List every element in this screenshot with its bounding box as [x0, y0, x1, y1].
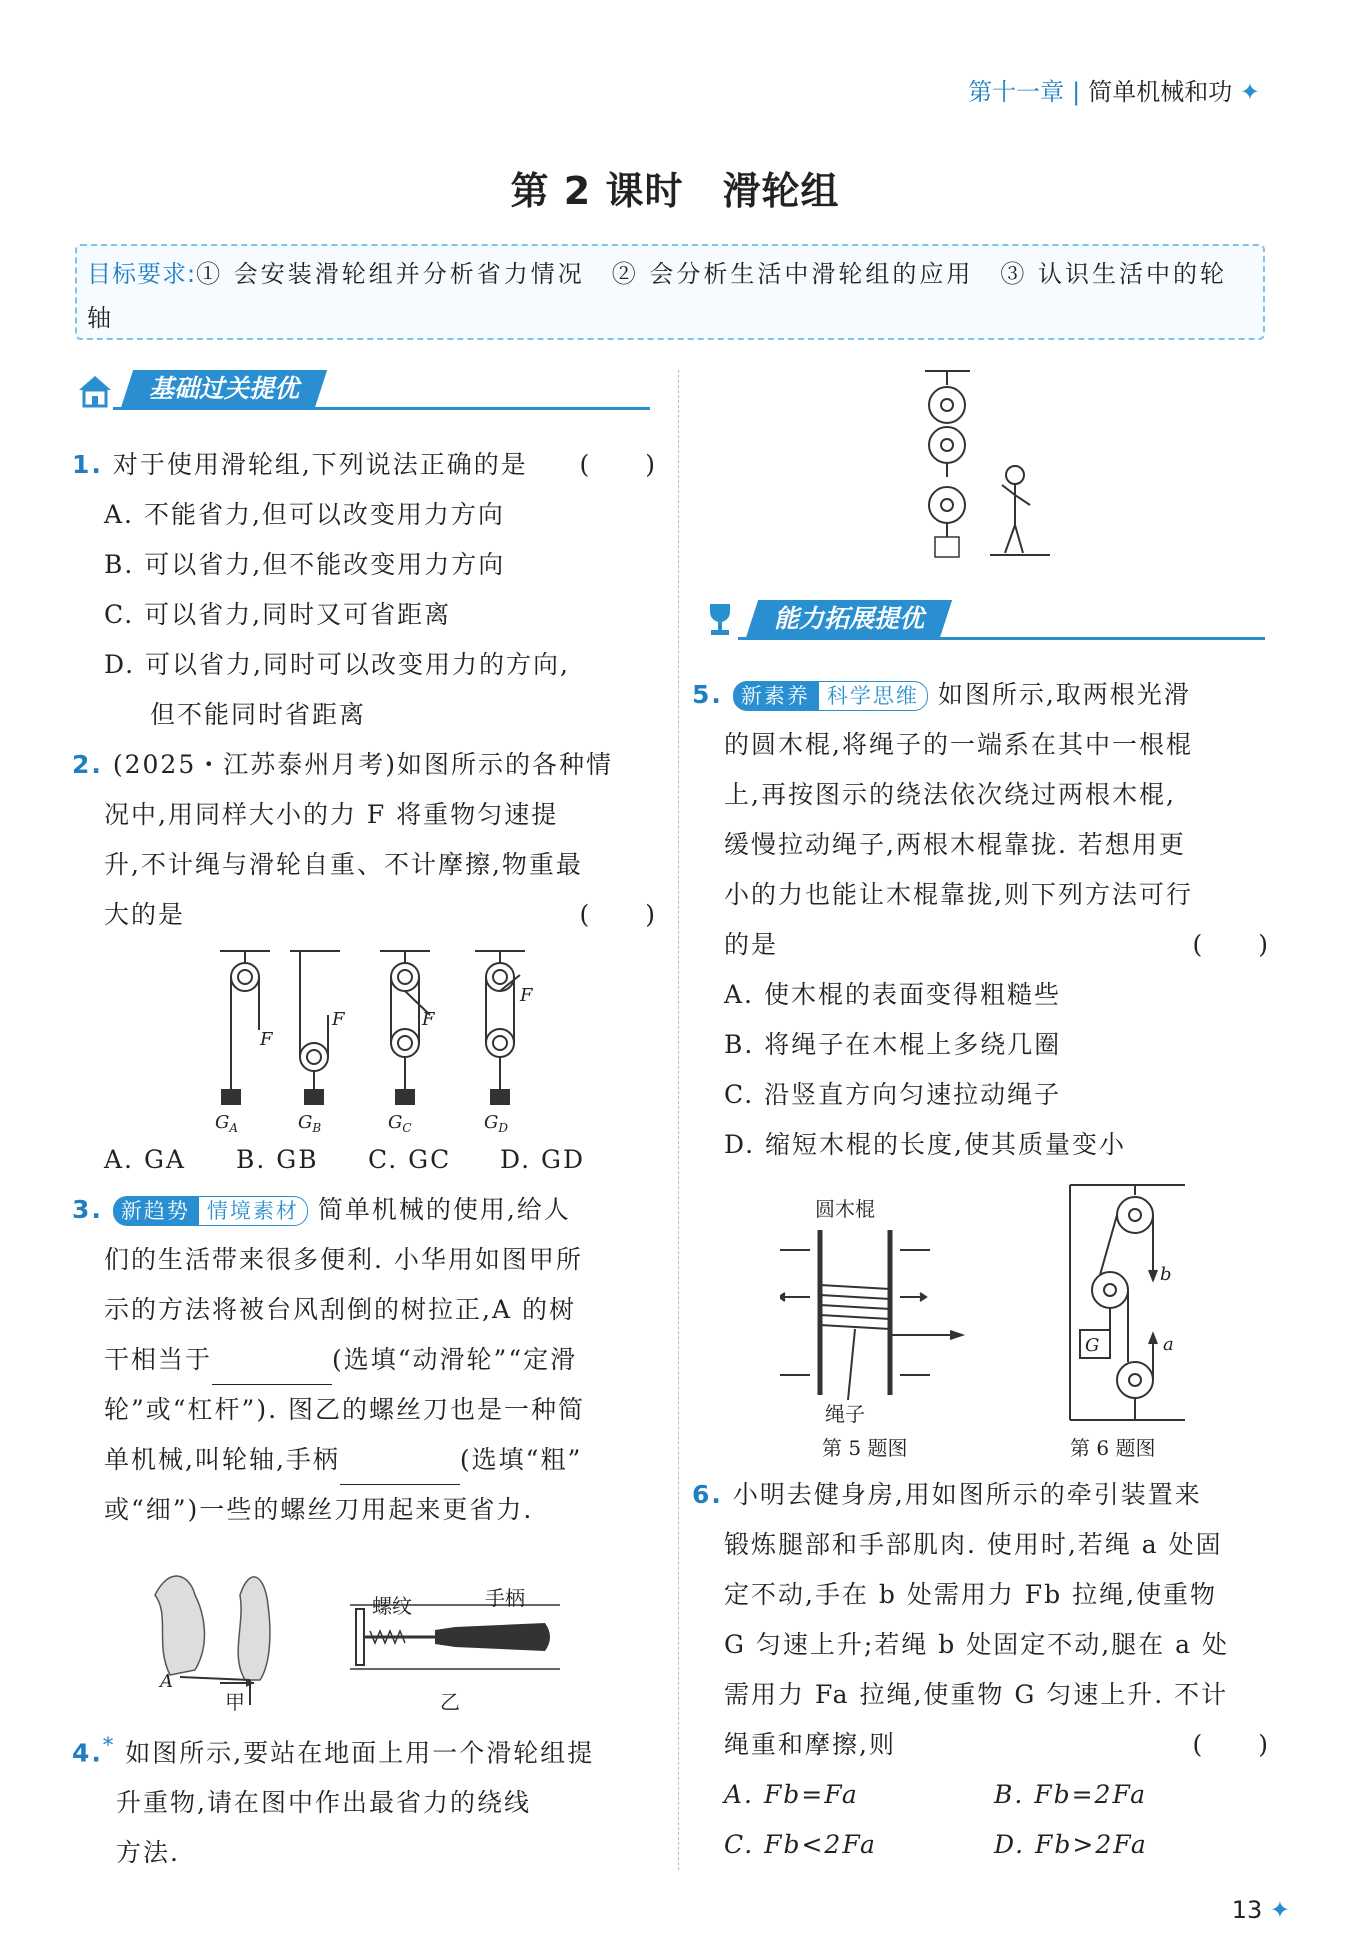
- q5-answer-paren: ( ): [1192, 930, 1270, 959]
- q5-caption: 第 5 题图: [822, 1436, 908, 1460]
- q6-answer-paren: ( ): [1192, 1730, 1270, 1759]
- sparkle-icon: ✦: [1262, 1896, 1290, 1924]
- q6-line4: G 匀速上升;若绳 b 处固定不动,腿在 a 处: [724, 1630, 1229, 1659]
- q6-label-a: a: [1163, 1334, 1174, 1355]
- q3-tag-context: 情境素材: [198, 1196, 308, 1226]
- q1-stem: 对于使用滑轮组,下列说法正确的是: [112, 450, 528, 479]
- q3-blank-1[interactable]: [212, 1354, 332, 1385]
- q2-option-b: B. GB: [236, 1145, 319, 1174]
- q6-number: 6.: [692, 1480, 723, 1509]
- q5-option-b: B. 将绳子在木棍上多绕几圈: [724, 1030, 1062, 1059]
- q2-stem-line2: 况中,用同样大小的力 F 将重物匀速提: [104, 800, 559, 829]
- q3-line6a: 单机械,叫轮轴,手柄: [104, 1445, 340, 1474]
- q3-caption-yi: 乙: [440, 1690, 460, 1714]
- section-banner-ability: [700, 600, 1265, 644]
- q6-option-a: A. Fb=Fa: [724, 1780, 859, 1809]
- column-divider: [678, 370, 679, 1870]
- q2-stem-line4: 大的是: [104, 900, 186, 929]
- q5-line1: 如图所示,取两根光滑: [937, 680, 1191, 709]
- q3-figure-jia: [150, 1555, 295, 1715]
- label-ga: $G_A$: [215, 1112, 239, 1135]
- q5-number: 5.: [692, 680, 723, 709]
- q1-number: 1.: [72, 450, 103, 479]
- goal-text: ① 会安装滑轮组并分析省力情况 ② 会分析生活中滑轮组的应用 ③ 认识生活中的轮轴: [87, 260, 1227, 332]
- q2-stem-line3: 升,不计绳与滑轮自重、不计摩擦,物重最: [104, 850, 583, 879]
- q2-option-a: A. GA: [104, 1145, 186, 1174]
- q5-label-rod: 圆木棍: [815, 1197, 875, 1221]
- q1-option-a: A. 不能省力,但可以改变用力方向: [104, 500, 505, 529]
- q5-option-c: C. 沿竖直方向匀速拉动绳子: [724, 1080, 1062, 1109]
- q4-figure: [910, 365, 1090, 565]
- page-number: [1232, 1896, 1290, 1924]
- q3-label-a: A: [160, 1671, 173, 1692]
- q6-option-d: D. Fb>2Fa: [994, 1830, 1148, 1859]
- section-banner-basic: [75, 370, 650, 414]
- question-1: [72, 440, 657, 740]
- q4-line3: 方法.: [116, 1838, 180, 1868]
- svg-text:F: F: [260, 1029, 273, 1050]
- subject-label: 简单机械和功: [1088, 78, 1233, 106]
- q6-line3: 定不动,手在 b 处需用力 Fb 拉绳,使重物: [724, 1580, 1218, 1609]
- label-gd: $G_D$: [484, 1112, 509, 1135]
- q3-label-thread: 螺纹: [372, 1594, 412, 1618]
- q4-number: 4.: [72, 1738, 103, 1768]
- q3-line7: 或“细”)一些的螺丝刀用起来更省力.: [104, 1495, 534, 1524]
- q5-line3: 上,再按图示的绕法依次绕过两根木棍,: [724, 780, 1176, 809]
- q1-option-c: C. 可以省力,同时又可省距离: [104, 600, 452, 629]
- q3-tag-trend: 新趋势: [113, 1196, 198, 1226]
- question-6: [692, 1470, 1270, 1870]
- q2-option-d: D. GD: [500, 1145, 586, 1174]
- q3-line5: 轮”或“杠杆”). 图乙的螺丝刀也是一种简: [104, 1395, 585, 1424]
- q3-line2: 们的生活带来很多便利. 小华用如图甲所: [104, 1245, 583, 1274]
- q5-line6: 的是: [724, 930, 779, 959]
- sparkle-icon: ✦: [1232, 78, 1260, 106]
- q5-rods-figure: [780, 1225, 980, 1400]
- label-gc: $G_C$: [388, 1112, 412, 1135]
- chapter-label: 第十一章: [968, 78, 1065, 106]
- question-3: [72, 1185, 657, 1535]
- goal-label: 目标要求:: [87, 260, 197, 288]
- q2-option-c: C. GC: [368, 1145, 452, 1174]
- svg-text:F: F: [332, 1009, 345, 1030]
- q1-option-d: D. 可以省力,同时可以改变用力的方向,: [104, 650, 570, 679]
- q6-line6: 绳重和摩擦,则: [724, 1730, 896, 1759]
- page-title: 第 2 课时 滑轮组: [510, 169, 840, 213]
- trophy-icon: [700, 600, 740, 640]
- label-gb: $G_B$: [298, 1112, 322, 1135]
- chapter-header: 第十一章 | 简单机械和功 ✦: [968, 78, 1260, 106]
- q4-line1: 如图所示,要站在地面上用一个滑轮组提: [125, 1738, 595, 1768]
- q6-line5: 需用力 Fa 拉绳,使重物 G 匀速上升. 不计: [724, 1680, 1229, 1709]
- q6-option-c: C. Fb<2Fa: [724, 1830, 877, 1859]
- q2-number: 2.: [72, 750, 103, 779]
- q6-caption: 第 6 题图: [1070, 1436, 1156, 1460]
- q2-options: [104, 1135, 664, 1185]
- question-5: [692, 670, 1270, 1170]
- q6-pulley-figure: [1060, 1180, 1190, 1425]
- question-2: [72, 740, 657, 940]
- q3-blank-2[interactable]: [340, 1454, 460, 1485]
- q4-line2: 升重物,请在图中作出最省力的绕线: [116, 1788, 531, 1818]
- house-icon: [75, 370, 115, 410]
- section-title-ability: 能力拓展提优: [774, 604, 925, 633]
- q3-line4a: 干相当于: [104, 1345, 213, 1374]
- question-4: [72, 1720, 657, 1878]
- svg-text:F: F: [422, 1009, 435, 1030]
- q5-tag-thinking: 科学思维: [818, 681, 928, 711]
- q6-line1: 小明去健身房,用如图所示的牵引装置来: [732, 1480, 1202, 1509]
- q3-number: 3.: [72, 1195, 103, 1224]
- q4-star: *: [102, 1733, 116, 1757]
- q6-line2: 锻炼腿部和手部肌肉. 使用时,若绳 a 处固: [724, 1530, 1223, 1559]
- q2-stem-line1: (2025・江苏泰州月考)如图所示的各种情: [112, 750, 613, 779]
- q5-option-d: D. 缩短木棍的长度,使其质量变小: [724, 1130, 1126, 1159]
- page-number-text: 13: [1231, 1896, 1263, 1924]
- q3-line6b: (选填“粗”: [459, 1445, 583, 1474]
- q6-label-b: b: [1160, 1264, 1172, 1285]
- q5-tag-literacy: 新素养: [733, 681, 818, 711]
- q5-line4: 缓慢拉动绳子,两根木棍靠拢. 若想用更: [724, 830, 1186, 859]
- q1-option-d-cont: 但不能同时省距离: [150, 700, 367, 729]
- q5-line2: 的圆木棍,将绳子的一端系在其中一根棍: [724, 730, 1193, 759]
- q5-option-a: A. 使木棍的表面变得粗糙些: [724, 980, 1061, 1009]
- section-title-basic: 基础过关提优: [149, 374, 300, 403]
- q3-line3: 示的方法将被台风刮倒的树拉正,A 的树: [104, 1295, 576, 1324]
- goal-box: [75, 244, 1265, 340]
- q3-line4b: (选填“动滑轮”“定滑: [332, 1345, 578, 1374]
- q6-label-g: G: [1085, 1335, 1100, 1356]
- q1-option-b: B. 可以省力,但不能改变用力方向: [104, 550, 506, 579]
- q3-caption-jia: 甲: [225, 1690, 245, 1714]
- q5-line5: 小的力也能让木棍靠拢,则下列方法可行: [724, 880, 1193, 909]
- svg-text:F: F: [520, 985, 533, 1006]
- q3-line1: 简单机械的使用,给人: [317, 1195, 571, 1224]
- q1-answer-paren: ( ): [579, 450, 657, 479]
- q6-option-b: B. Fb=2Fa: [994, 1780, 1148, 1809]
- q2-answer-paren: ( ): [579, 900, 657, 929]
- q2-pulley-figure: [200, 945, 540, 1135]
- q5-label-rope: 绳子: [825, 1402, 865, 1426]
- q3-label-handle: 手柄: [485, 1586, 525, 1610]
